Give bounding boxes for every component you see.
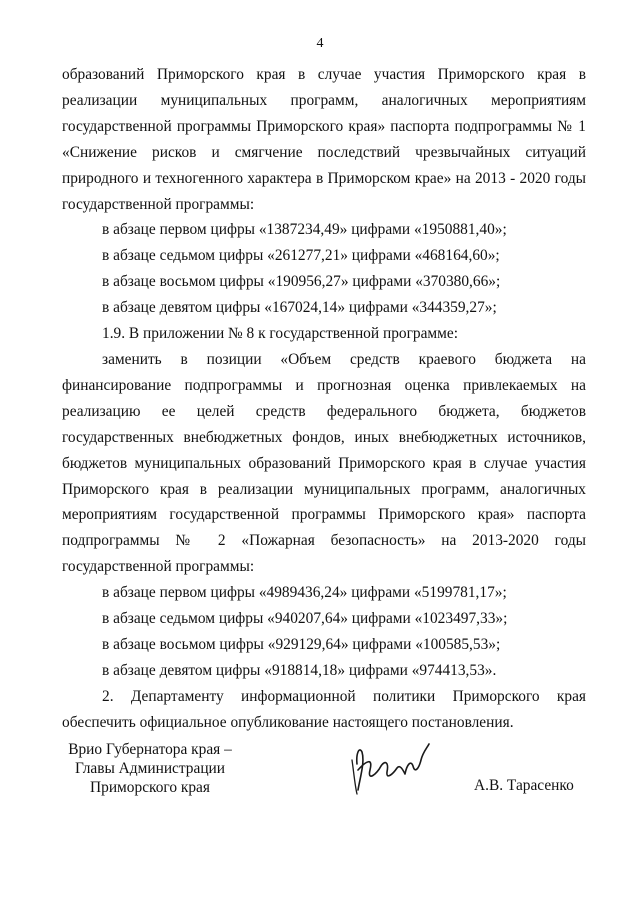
list-item: в абзаце седьмом цифры «261277,21» цифрами «468164,60»; [102,247,500,265]
list-item: в абзаце первом цифры «1387234,49» цифрами «1950881,40»; [102,221,507,239]
paragraph-continuation: образований Приморского края в случае участия Приморского края в реализации муниципальных программ, аналогичных мероприятиям государственной программы Приморского края» паспорта подпрограммы № 1 «Снижение рисков и смягчение последствий чрезвычайных ситуаций природного и техногенного характера в Приморском крае» на 2013 - 2020 годы государственной программы: [62,66,586,213]
section-heading-1-9: 1.9. В приложении № 8 к государственной программе: [102,325,459,343]
list-item: в абзаце девятом цифры «167024,14» цифрами «344359,27»; [102,299,497,317]
signatory-title-line: Врио Губернатора края – [68,741,232,758]
signatory-title-line: Приморского края [90,779,210,796]
paragraph-replace-position: заменить в позиции «Объем средств краевого бюджета на финансирование подпрограммы и прогнозная оценка привлекаемых на реализацию ее целей средств федерального бюджета, бюджетов государственных внебюджетных фондов, иных внебюджетных источников, бюджетов муниципальных образований Приморского края в случае участия Приморского края в реализации муниципальных программ, аналогичных мероприятиям государственной программы Приморского края» паспорта подпрограммы № 2 «Пожарная безопасность» на 2013-2020 годы государственной программы: [62,350,586,576]
document-body [62,62,586,736]
list-item: в абзаце восьмом цифры «190956,27» цифрами «370380,66»; [102,273,501,291]
signatory-title [60,740,240,797]
page-number: 4 [316,36,324,51]
paragraph-publication: 2. Департаменту информационной политики Приморского края обеспечить официальное опубликование настоящего постановления. [62,687,586,731]
signatory-title-line: Главы Администрации [74,760,226,777]
replacement-list-1 [62,217,586,321]
list-item: в абзаце первом цифры «4989436,24» цифрами «5199781,17»; [102,584,507,602]
handwritten-signature-icon [343,730,453,810]
signatory-name: А.В. Тарасенко [474,777,574,794]
list-item: в абзаце восьмом цифры «929129,64» цифрами «100585,53»; [102,635,501,653]
list-item: в абзаце седьмом цифры «940207,64» цифрами «1023497,33»; [102,610,508,628]
list-item: в абзаце девятом цифры «918814,18» цифрами «974413,53». [102,661,497,679]
replacement-list-2 [62,580,586,684]
